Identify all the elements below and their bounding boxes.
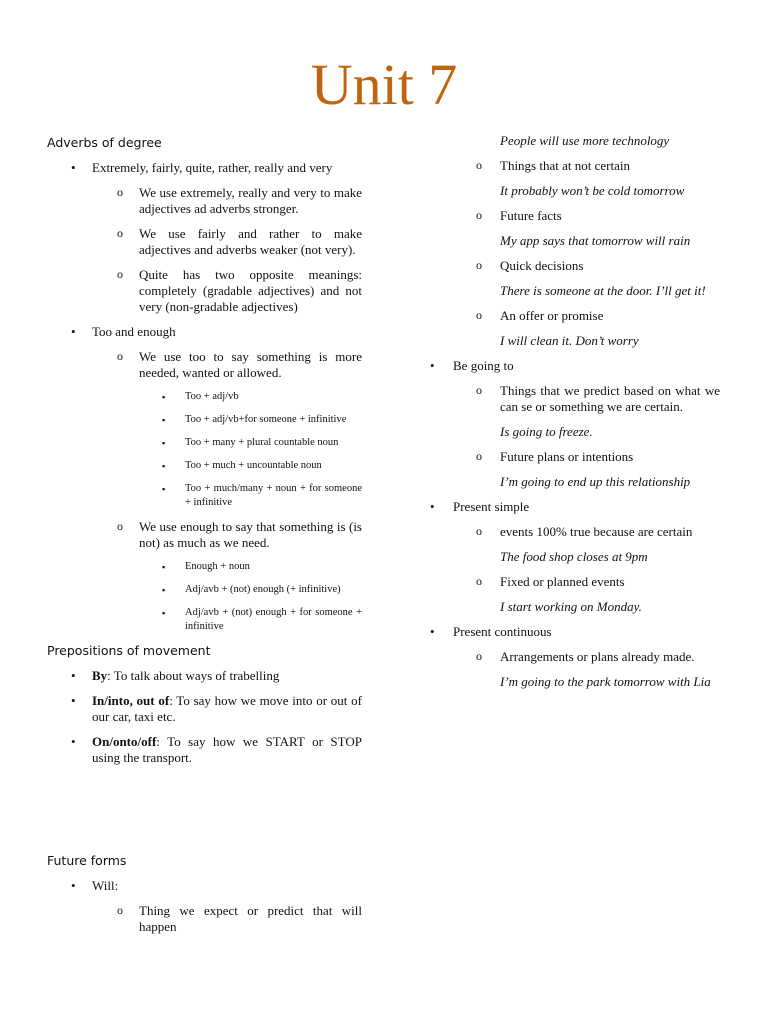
example-text: Is going to freeze. [500, 424, 593, 439]
circle-marker: o [476, 158, 482, 172]
bullet-marker: • [430, 499, 435, 514]
sub-item: o An offer or promise [476, 308, 604, 323]
bullet-item: • Be going to [430, 358, 514, 373]
sub-item: o We use enough to say that something is (is not) as much as we need. [117, 519, 362, 550]
formula-item: ▪ Adj/avb + (not) enough (+ infinitive) [162, 584, 341, 595]
bullet-item: • Present continuous [430, 624, 552, 639]
bullet-item: • On/onto/off: To say how we START or STOP using the transport. [71, 734, 362, 765]
circle-marker: o [117, 519, 123, 533]
formula-item: ▪ Too + many + plural countable noun [162, 437, 339, 448]
formula-item: ▪ Too + adj/vb [162, 391, 239, 402]
square-marker: ▪ [162, 484, 166, 494]
sub-item: o Things that at not certain [476, 158, 630, 173]
circle-marker: o [476, 449, 482, 463]
section-heading-future: Future forms [47, 853, 127, 868]
example-text: People will use more technology [500, 133, 670, 148]
formula-item: ▪ Enough + noun [162, 561, 250, 572]
square-marker: ▪ [162, 461, 166, 471]
example-text: I’m going to end up this relationship [500, 474, 691, 489]
sub-item: o We use too to say something is more needed, wanted or allowed. [117, 349, 362, 380]
square-marker: ▪ [162, 415, 166, 425]
formula-item: ▪ Too + adj/vb+for someone + infinitive [162, 414, 347, 425]
circle-marker: o [476, 383, 482, 397]
square-marker: ▪ [162, 585, 166, 595]
bullet-item: • Will: [71, 878, 119, 893]
sub-item: o We use fairly and rather to make adjectives and adverbs weaker (not very). [117, 226, 362, 257]
square-marker: ▪ [162, 392, 166, 402]
example-text: I start working on Monday. [500, 599, 642, 614]
example-text: My app says that tomorrow will rain [500, 233, 691, 248]
bullet-marker: • [71, 734, 76, 749]
bullet-item: • By: To talk about ways of trabelling [71, 668, 280, 683]
example-text: I’m going to the park tomorrow with Lia [500, 674, 711, 689]
sub-item: o Thing we expect or predict that will happen [117, 903, 362, 934]
section-heading-adverbs: Adverbs of degree [47, 135, 162, 150]
example-text: The food shop closes at 9pm [500, 549, 648, 564]
circle-marker: o [476, 258, 482, 272]
page-title: Unit 7 [310, 52, 458, 117]
circle-marker: o [476, 308, 482, 322]
sub-item: o We use extremely, really and very to make adjectives ad adverbs stronger. [117, 185, 362, 216]
right-column [430, 133, 720, 699]
example-text: There is someone at the door. I’ll get it! [500, 283, 706, 298]
square-marker: ▪ [162, 608, 166, 618]
section-heading-prepositions: Prepositions of movement [47, 643, 211, 658]
sub-item: o Arrangements or plans already made. [476, 649, 695, 664]
spacer [47, 775, 362, 853]
sub-item: o events 100% true because are certain [476, 524, 693, 539]
bullet-marker: • [71, 878, 76, 893]
circle-marker: o [117, 267, 123, 281]
formula-item: ▪ Too + much + uncountable noun [162, 460, 322, 471]
formula-item: ▪ Too + much/many + noun + for someone + infinitive [162, 483, 362, 508]
sub-item: o Things that we predict based on what we can se or something we are certain. [476, 383, 720, 414]
bullet-marker: • [430, 624, 435, 639]
sub-item: o Future plans or intentions [476, 449, 634, 464]
bullet-item: • Present simple [430, 499, 530, 514]
sub-item: o Future facts [476, 208, 562, 223]
formula-item: ▪ Adj/avb + (not) enough + for someone + infinitive [162, 607, 362, 632]
circle-marker: o [476, 649, 482, 663]
circle-marker: o [117, 226, 123, 240]
bullet-marker: • [71, 693, 76, 708]
bullet-item: • In/into, out of: To say how we move into or out of our car, taxi etc. [71, 693, 362, 724]
bullet-marker: • [71, 160, 76, 175]
sub-item: o Quite has two opposite meanings: completely (gradable adjectives) and not very (non-gradable adjectives) [117, 267, 362, 314]
circle-marker: o [476, 574, 482, 588]
sub-item: o Fixed or planned events [476, 574, 625, 589]
bullet-item: • Too and enough [71, 324, 176, 339]
example-text: It probably won’t be cold tomorrow [500, 183, 685, 198]
bullet-marker: • [430, 358, 435, 373]
bullet-item: • Extremely, fairly, quite, rather, really and very [71, 160, 333, 175]
bullet-marker: • [71, 324, 76, 339]
circle-marker: o [117, 185, 123, 199]
bullet-marker: • [71, 668, 76, 683]
example-text: I will clean it. Don’t worry [500, 333, 639, 348]
circle-marker: o [117, 903, 123, 917]
sub-item: o Quick decisions [476, 258, 584, 273]
square-marker: ▪ [162, 438, 166, 448]
circle-marker: o [476, 524, 482, 538]
left-column [47, 135, 362, 944]
circle-marker: o [476, 208, 482, 222]
circle-marker: o [117, 349, 123, 363]
square-marker: ▪ [162, 562, 166, 572]
